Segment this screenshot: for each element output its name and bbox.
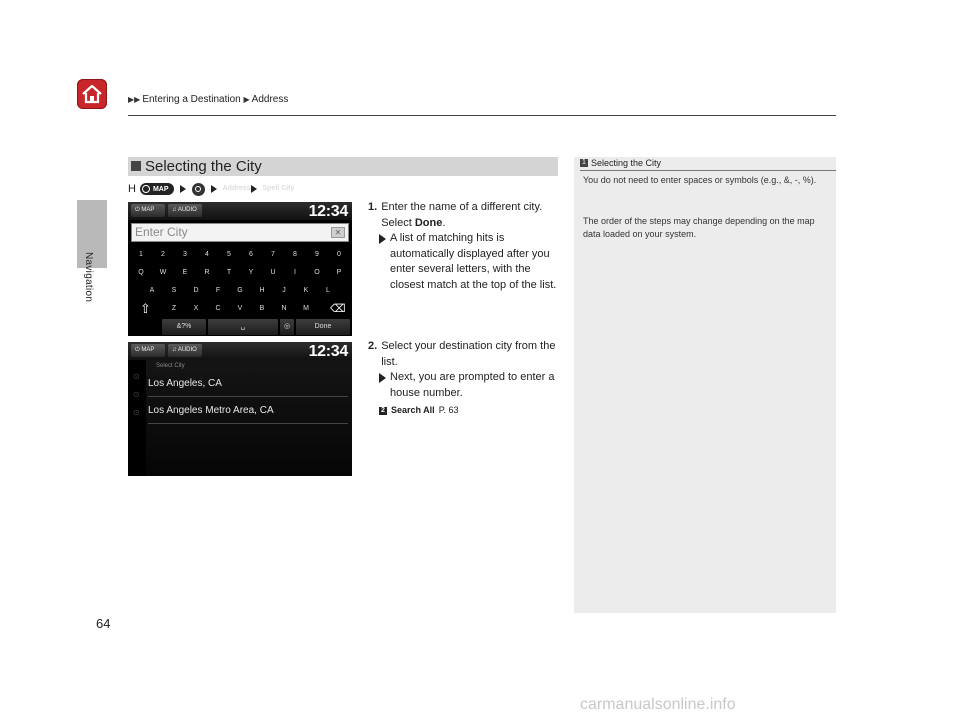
clock: 12:34 (308, 343, 348, 360)
step-text-end: . (442, 216, 446, 229)
reference-icon: 2 (379, 407, 387, 415)
keyboard-key[interactable]: 3 (183, 251, 187, 258)
watermark: carmanualsonline.info (580, 696, 736, 713)
keyboard-key[interactable]: G (237, 287, 243, 294)
arrow-icon (211, 185, 217, 193)
list-item[interactable]: Los Angeles Metro Area, CA (148, 399, 348, 424)
note-title-text: Selecting the City (591, 158, 662, 168)
result-arrow-icon (379, 373, 386, 383)
status-bar (128, 202, 352, 220)
keyboard-key[interactable]: I (294, 269, 296, 276)
keyboard-key[interactable]: Q (138, 269, 144, 276)
keyboard-bottom-row (128, 319, 352, 336)
map-button[interactable]: ⏻ MAP (131, 204, 165, 217)
step-text: Enter the name of a different city. Select (381, 201, 543, 229)
keyboard-key[interactable]: H (259, 287, 265, 294)
space-key[interactable]: ␣ (208, 319, 278, 335)
arrow-icon (251, 185, 257, 193)
keyboard-key[interactable]: 8 (293, 251, 297, 258)
section-heading (128, 157, 558, 176)
section-heading-text: Selecting the City (145, 158, 262, 175)
step-number: 2. (368, 340, 378, 352)
path-spell-city: Spell City (262, 185, 295, 192)
keyboard-row (128, 246, 352, 264)
keyboard-key[interactable]: Y (248, 269, 254, 276)
status-bar (128, 342, 352, 360)
voice-icon[interactable]: ◎ (280, 319, 294, 335)
scrollbar[interactable]: ⊙ ⊙ ⊙ (133, 372, 140, 417)
note-title (580, 158, 661, 168)
page-number: 64 (96, 616, 111, 631)
reference-page: P. 63 (438, 405, 459, 415)
header-divider (128, 115, 836, 116)
audio-button[interactable]: ♫ AUDIO (168, 204, 202, 217)
breadcrumb-item[interactable]: Entering a Destination (142, 94, 241, 105)
heading-square-icon (131, 161, 141, 171)
breadcrumb: ▶▶ Entering a Destination ▶ Address (128, 94, 289, 105)
breadcrumb-item[interactable]: Address (251, 94, 289, 105)
backspace-icon[interactable]: ⌫ (330, 303, 346, 315)
chapter-label (80, 252, 110, 332)
list-item[interactable]: Los Angeles, CA (148, 372, 348, 397)
chapter-label-text: Navigation (83, 252, 94, 303)
path-address: Address (222, 185, 251, 192)
note-icon: 1 (580, 159, 588, 167)
city-input[interactable] (131, 223, 349, 242)
keyboard-key[interactable]: N (281, 305, 287, 312)
keyboard-key[interactable]: S (171, 287, 177, 294)
keyboard-key[interactable]: P (336, 269, 342, 276)
keyboard-key[interactable]: 6 (249, 251, 253, 258)
clear-icon[interactable]: ✕ (331, 227, 345, 238)
keyboard-key[interactable]: W (159, 269, 167, 276)
search-icon (192, 183, 205, 196)
done-key[interactable]: Done (296, 319, 350, 335)
keyboard-key[interactable]: M (303, 305, 309, 312)
step-result: Next, you are prompted to enter a house number. (390, 371, 555, 399)
note-paragraph: You do not need to enter spaces or symbols (e.g., &, -, %). (583, 175, 817, 185)
keyboard-key[interactable]: 5 (227, 251, 231, 258)
keyboard-key[interactable]: D (193, 287, 199, 294)
arrow-icon (180, 185, 186, 193)
keyboard-key[interactable]: E (182, 269, 188, 276)
keyboard-row (128, 282, 352, 300)
keyboard-key[interactable]: 7 (271, 251, 275, 258)
keyboard-key[interactable]: V (237, 305, 243, 312)
symbols-key[interactable]: &?% (162, 319, 206, 335)
keyboard-key[interactable]: K (303, 287, 309, 294)
result-arrow-icon (379, 234, 386, 244)
note-paragraph: The order of the steps may change depending on the map data loaded on your system. (583, 216, 815, 239)
map-button-icon: MAP (140, 183, 174, 195)
keyboard-key[interactable]: J (282, 287, 286, 294)
keyboard-row (128, 300, 352, 318)
keyboard-key[interactable]: L (326, 287, 330, 294)
keyboard-row (128, 264, 352, 282)
step-1 (368, 200, 558, 293)
reference-label: Search All (391, 405, 435, 415)
step-number: 1. (368, 201, 378, 213)
keyboard-key[interactable]: O (314, 269, 320, 276)
shift-icon[interactable]: ⇧ (140, 301, 151, 316)
keyboard-key[interactable]: A (149, 287, 155, 294)
step-result: A list of matching hits is automatically displayed after you enter several letters, with the closest match at the top of the list. (390, 232, 557, 291)
step-2 (368, 339, 558, 419)
keyboard-key[interactable]: F (215, 287, 221, 294)
keyboard-key[interactable]: 2 (161, 251, 165, 258)
keyboard-key[interactable]: Z (171, 305, 177, 312)
step-bold: Done (414, 216, 443, 229)
home-icon[interactable] (77, 79, 107, 109)
clock: 12:34 (308, 203, 348, 220)
keyboard-key[interactable]: B (259, 305, 265, 312)
home-prefix: H (128, 183, 136, 195)
keyboard-key[interactable]: 9 (315, 251, 319, 258)
select-city-screen (128, 342, 352, 476)
keyboard-key[interactable]: 4 (205, 251, 209, 258)
keyboard-key[interactable]: T (226, 269, 232, 276)
keyboard-key[interactable]: R (204, 269, 210, 276)
map-button[interactable]: ⏻ MAP (131, 344, 165, 357)
note-divider (580, 170, 836, 171)
keyboard-key[interactable]: U (270, 269, 276, 276)
keyboard-key[interactable]: X (193, 305, 199, 312)
keyboard-key[interactable]: C (215, 305, 221, 312)
keyboard-key[interactable]: 0 (337, 251, 341, 258)
keyboard-key[interactable]: 1 (139, 251, 143, 258)
audio-button[interactable]: ♫ AUDIO (168, 344, 202, 357)
spell-city-screen (128, 202, 352, 336)
step-text: Select your destination city from the list. (381, 340, 556, 368)
navigation-path (128, 180, 295, 198)
city-input-placeholder: Enter City (135, 225, 188, 239)
list-header: Select City (156, 363, 185, 369)
page-reference[interactable] (379, 403, 558, 419)
